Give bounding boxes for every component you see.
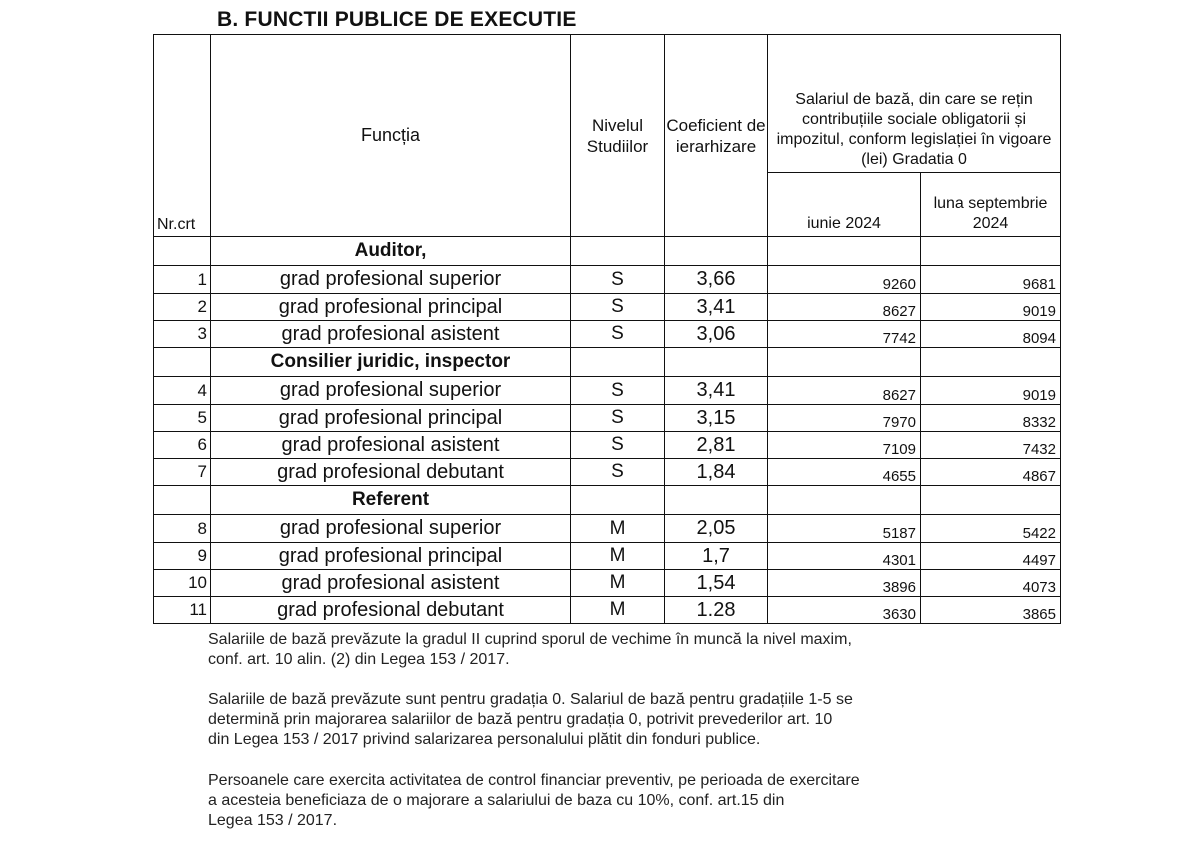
cell-nr: 8 [154, 515, 211, 543]
salary-table [153, 34, 1061, 624]
cell-iunie: 4655 [768, 459, 921, 486]
cell-nivel: M [571, 515, 665, 543]
header-coeficient: Coeficient de ierarhizare [665, 35, 768, 237]
group-title: Consilier juridic, inspector [211, 348, 571, 377]
cell-septembrie: 5422 [921, 515, 1061, 543]
group-row [154, 348, 1061, 377]
cell-functia: grad profesional superior [211, 266, 571, 294]
cell-nr: 5 [154, 405, 211, 432]
cell-septembrie: 4867 [921, 459, 1061, 486]
cell-coeficient: 1.28 [665, 597, 768, 624]
cell-functia: grad profesional asistent [211, 321, 571, 348]
note-gradatii [208, 690, 853, 750]
cell-iunie: 7970 [768, 405, 921, 432]
note-line: conf. art. 10 alin. (2) din Legea 153 / 2017. [208, 651, 510, 668]
cell-iunie: 7109 [768, 432, 921, 459]
cell-septembrie: 9019 [921, 294, 1061, 321]
group-row [154, 486, 1061, 515]
section-title: B. FUNCTII PUBLICE DE EXECUTIE [217, 8, 577, 31]
cell-functia: grad profesional principal [211, 405, 571, 432]
cell-coeficient: 3,41 [665, 377, 768, 405]
cell-iunie: 4301 [768, 543, 921, 570]
group-title: Auditor, [211, 237, 571, 266]
table-row [154, 570, 1061, 597]
cell-septembrie: 3865 [921, 597, 1061, 624]
header-luna-iunie: iunie 2024 [768, 173, 921, 237]
cell-coeficient: 3,66 [665, 266, 768, 294]
note-line: determină prin majorarea salariilor de bază pentru gradația 0, potrivit prevederilor art. 10 [208, 711, 833, 728]
cell-coeficient: 3,15 [665, 405, 768, 432]
table-row [154, 432, 1061, 459]
cell-nivel: S [571, 432, 665, 459]
cell-coeficient: 3,41 [665, 294, 768, 321]
cell-iunie: 5187 [768, 515, 921, 543]
cell-coeficient: 1,84 [665, 459, 768, 486]
cell-functia: grad profesional asistent [211, 570, 571, 597]
header-luna-septembrie: luna septembrie 2024 [921, 173, 1061, 237]
cell-nr: 11 [154, 597, 211, 624]
cell-septembrie: 9681 [921, 266, 1061, 294]
note-line: Salariile de bază prevăzute sunt pentru gradația 0. Salariul de bază pentru gradațiile 1-5 se [208, 691, 853, 708]
cell-functia: grad profesional debutant [211, 459, 571, 486]
table-row [154, 597, 1061, 624]
cell-iunie: 3630 [768, 597, 921, 624]
cell-nr: 6 [154, 432, 211, 459]
header-row [154, 35, 1061, 173]
note-control-financiar [208, 771, 860, 831]
table-row [154, 515, 1061, 543]
note-line: Legea 153 / 2017. [208, 812, 338, 829]
cell-nr: 2 [154, 294, 211, 321]
cell-nr: 10 [154, 570, 211, 597]
cell-septembrie: 8094 [921, 321, 1061, 348]
cell-iunie: 8627 [768, 294, 921, 321]
table-row [154, 266, 1061, 294]
table-row [154, 405, 1061, 432]
cell-nr: 3 [154, 321, 211, 348]
cell-nr: 9 [154, 543, 211, 570]
cell-iunie: 3896 [768, 570, 921, 597]
cell-coeficient: 1,7 [665, 543, 768, 570]
table-row [154, 294, 1061, 321]
table-row [154, 459, 1061, 486]
note-line: din Legea 153 / 2017 privind salarizarea personalului plătit din fonduri publice. [208, 731, 761, 748]
cell-nr: 1 [154, 266, 211, 294]
cell-septembrie: 8332 [921, 405, 1061, 432]
cell-septembrie: 7432 [921, 432, 1061, 459]
note-line: Salariile de bază prevăzute la gradul II cuprind sporul de vechime în muncă la nivel maxim, [208, 631, 852, 648]
group-row [154, 237, 1061, 266]
cell-septembrie: 4073 [921, 570, 1061, 597]
cell-nivel: M [571, 543, 665, 570]
table-row [154, 543, 1061, 570]
note-line: a acesteia beneficiaza de o majorare a salariului de baza cu 10%, conf. art.15 din [208, 792, 785, 809]
cell-functia: grad profesional superior [211, 515, 571, 543]
cell-coeficient: 3,06 [665, 321, 768, 348]
cell-functia: grad profesional asistent [211, 432, 571, 459]
cell-nivel: S [571, 377, 665, 405]
cell-functia: grad profesional principal [211, 294, 571, 321]
cell-nr: 4 [154, 377, 211, 405]
cell-nivel: M [571, 570, 665, 597]
header-salariu: Salariul de bază, din care se rețin contribuțiile sociale obligatorii și impozitul, conform legislației în vigoare (lei) Gradatia 0 [768, 35, 1061, 173]
cell-nivel: S [571, 266, 665, 294]
cell-nivel: S [571, 405, 665, 432]
table-row [154, 377, 1061, 405]
cell-coeficient: 2,81 [665, 432, 768, 459]
table-row [154, 321, 1061, 348]
header-functia: Funcția [211, 35, 571, 237]
header-nr: Nr.crt [154, 35, 211, 237]
cell-coeficient: 2,05 [665, 515, 768, 543]
cell-nivel: S [571, 459, 665, 486]
cell-nivel: M [571, 597, 665, 624]
header-nivel-studiilor: Nivelul Studiilor [571, 35, 665, 237]
note-line: Persoanele care exercita activitatea de control financiar preventiv, pe perioada de exercitare [208, 772, 860, 789]
cell-coeficient: 1,54 [665, 570, 768, 597]
cell-functia: grad profesional principal [211, 543, 571, 570]
note-vechime [208, 630, 852, 670]
cell-functia: grad profesional debutant [211, 597, 571, 624]
group-title: Referent [211, 486, 571, 515]
cell-iunie: 8627 [768, 377, 921, 405]
cell-septembrie: 9019 [921, 377, 1061, 405]
cell-iunie: 7742 [768, 321, 921, 348]
cell-nivel: S [571, 294, 665, 321]
cell-septembrie: 4497 [921, 543, 1061, 570]
cell-nr: 7 [154, 459, 211, 486]
cell-functia: grad profesional superior [211, 377, 571, 405]
cell-nivel: S [571, 321, 665, 348]
cell-iunie: 9260 [768, 266, 921, 294]
